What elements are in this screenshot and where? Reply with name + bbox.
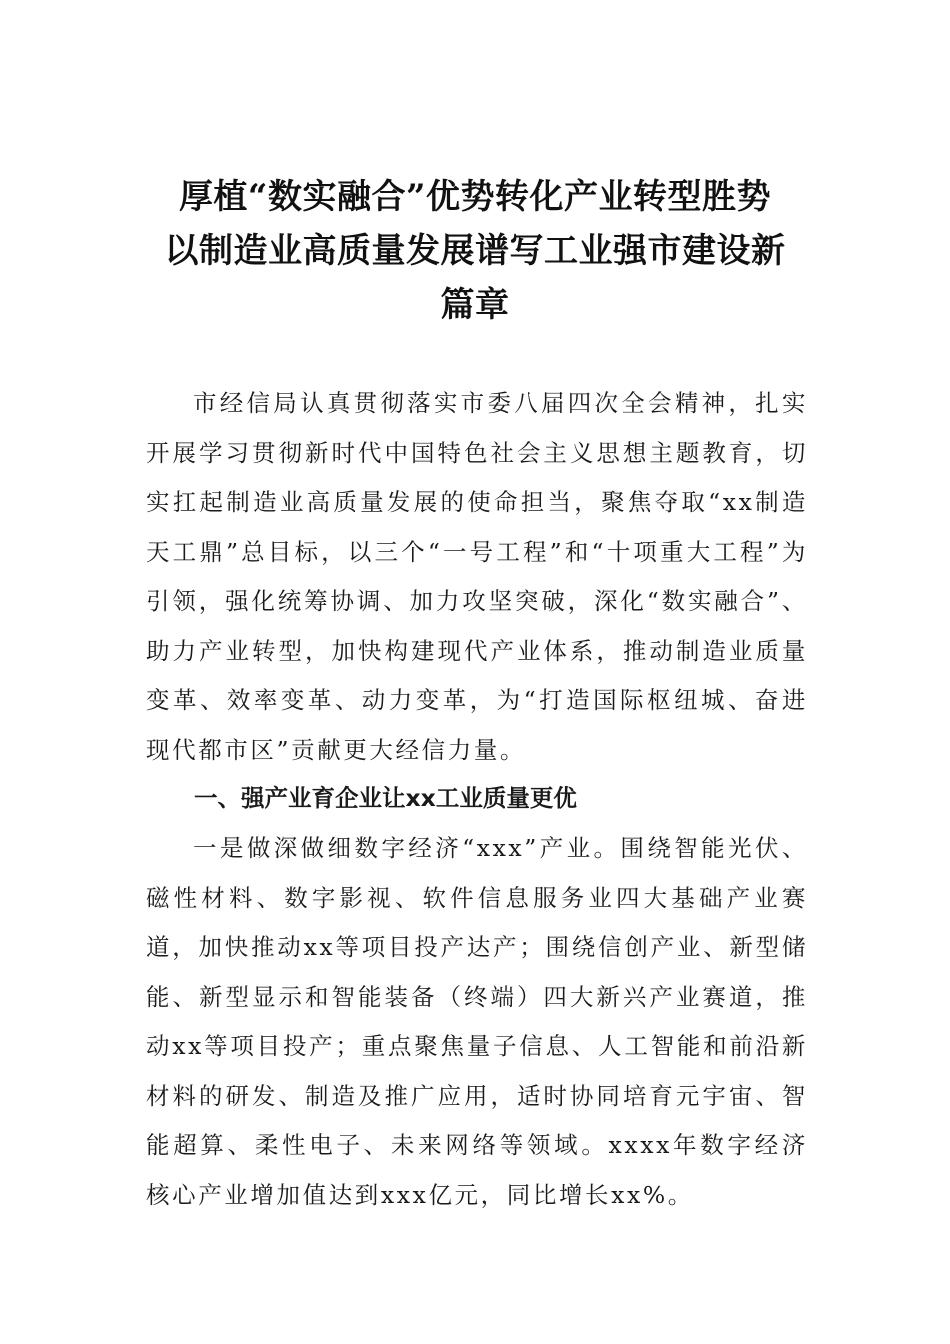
section-heading: 一、强产业育企业让xx工业质量更优	[194, 784, 577, 812]
body-paragraph: 一是做深做细数字经济“xxx”产业。围绕智能光伏、磁性材料、数字影视、软件信息服务业四大基础产业赛道，加快推动xx等项目投产达产；围绕信创产业、新型储能、新型显示和智能装备（终端）四大新兴产业赛道，推动xx等项目投产；重点聚焦量子信息、人工智能和前沿新材料的研发、制造及推广应用，适时协同培育元宇宙、智能超算、柔性电子、未来网络等领域。xxxx年数字经济核心产业增加值达到xxx亿元，同比增长xx%。	[146, 834, 808, 1209]
title-line-1: 厚植“数实融合”优势转化产业转型胜势	[178, 177, 772, 217]
document-title	[130, 170, 820, 332]
title-line-2: 以制造业高质量发展谱写工业强市建设新	[164, 231, 786, 271]
title-line-3: 篇章	[440, 285, 510, 325]
intro-paragraph: 市经信局认真贯彻落实市委八届四次全会精神，扎实开展学习贯彻新时代中国特色社会主义思想主题教育，切实扛起制造业高质量发展的使命担当，聚焦夺取“xx制造天工鼎”总目标，以三个“一号工程”和“十项重大工程”为引领，强化统筹协调、加力攻坚突破，深化“数实融合”、助力产业转型，加快构建现代产业体系，推动制造业质量变革、效率变革、动力变革，为“打造国际枢纽城、奋进现代都市区”贡献更大经信力量。	[146, 389, 808, 764]
